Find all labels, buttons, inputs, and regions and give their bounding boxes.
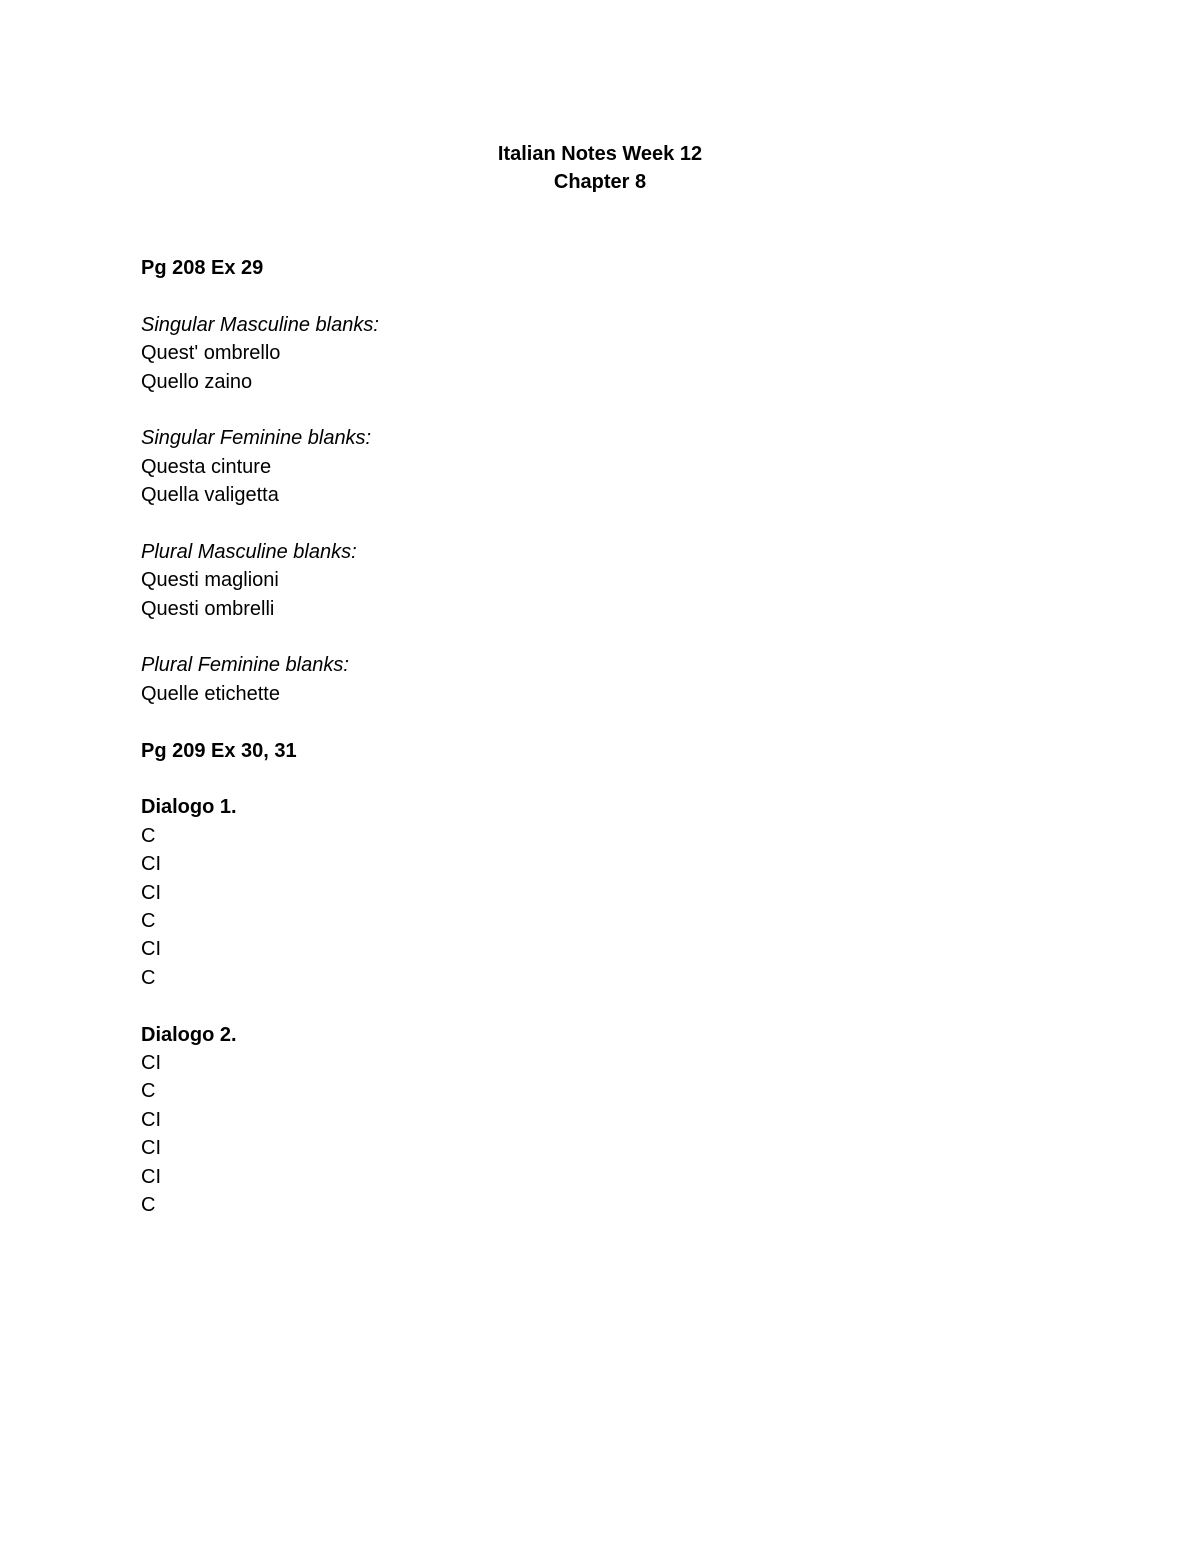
answer-line: Quelle etichette: [141, 682, 280, 705]
dialog-answer: CI: [141, 938, 161, 961]
spacer: [141, 510, 1041, 538]
answer-line: Quella valigetta: [141, 484, 279, 507]
dialog-answer: C: [141, 824, 156, 847]
dialog-answer: CI: [141, 853, 161, 876]
dialog-label-1: Dialogo 1.: [141, 796, 237, 819]
dialog-answer: C: [141, 909, 156, 932]
answer-line: Questa cinture: [141, 455, 272, 478]
title-block: [0, 140, 1200, 196]
spacer: [141, 396, 1041, 424]
group-label-singular-feminine: Singular Feminine blanks:: [141, 427, 372, 450]
spacer: [141, 623, 1041, 651]
spacer: [141, 708, 1041, 736]
document-title: Italian Notes Week 12: [497, 143, 703, 165]
answer-line: Quest' ombrello: [141, 342, 281, 365]
spacer: [141, 992, 1041, 1020]
document-subtitle: Chapter 8: [553, 171, 647, 193]
dialog-answer: C: [141, 966, 156, 989]
dialog-label-2: Dialogo 2.: [141, 1023, 237, 1046]
section-heading-ex30-31: Pg 209 Ex 30, 31: [141, 739, 297, 762]
dialog-answer: CI: [141, 1165, 161, 1188]
group-label-plural-feminine: Plural Feminine blanks:: [141, 654, 349, 677]
answer-line: Questi maglioni: [141, 569, 279, 592]
dialog-answer: C: [141, 1193, 156, 1216]
group-label-singular-masculine: Singular Masculine blanks:: [141, 313, 379, 336]
spacer: [141, 282, 1041, 310]
spacer: [141, 765, 1041, 793]
dialog-answer: C: [141, 1080, 156, 1103]
dialog-answer: CI: [141, 1051, 161, 1074]
answer-line: Quello zaino: [141, 370, 253, 393]
answer-line: Questi ombrelli: [141, 597, 275, 620]
group-label-plural-masculine: Plural Masculine blanks:: [141, 540, 357, 563]
section-heading-ex29: Pg 208 Ex 29: [141, 257, 264, 279]
document-body: [141, 254, 1041, 1219]
dialog-answer: CI: [141, 1108, 161, 1131]
dialog-answer: CI: [141, 1137, 161, 1160]
dialog-answer: CI: [141, 881, 161, 904]
